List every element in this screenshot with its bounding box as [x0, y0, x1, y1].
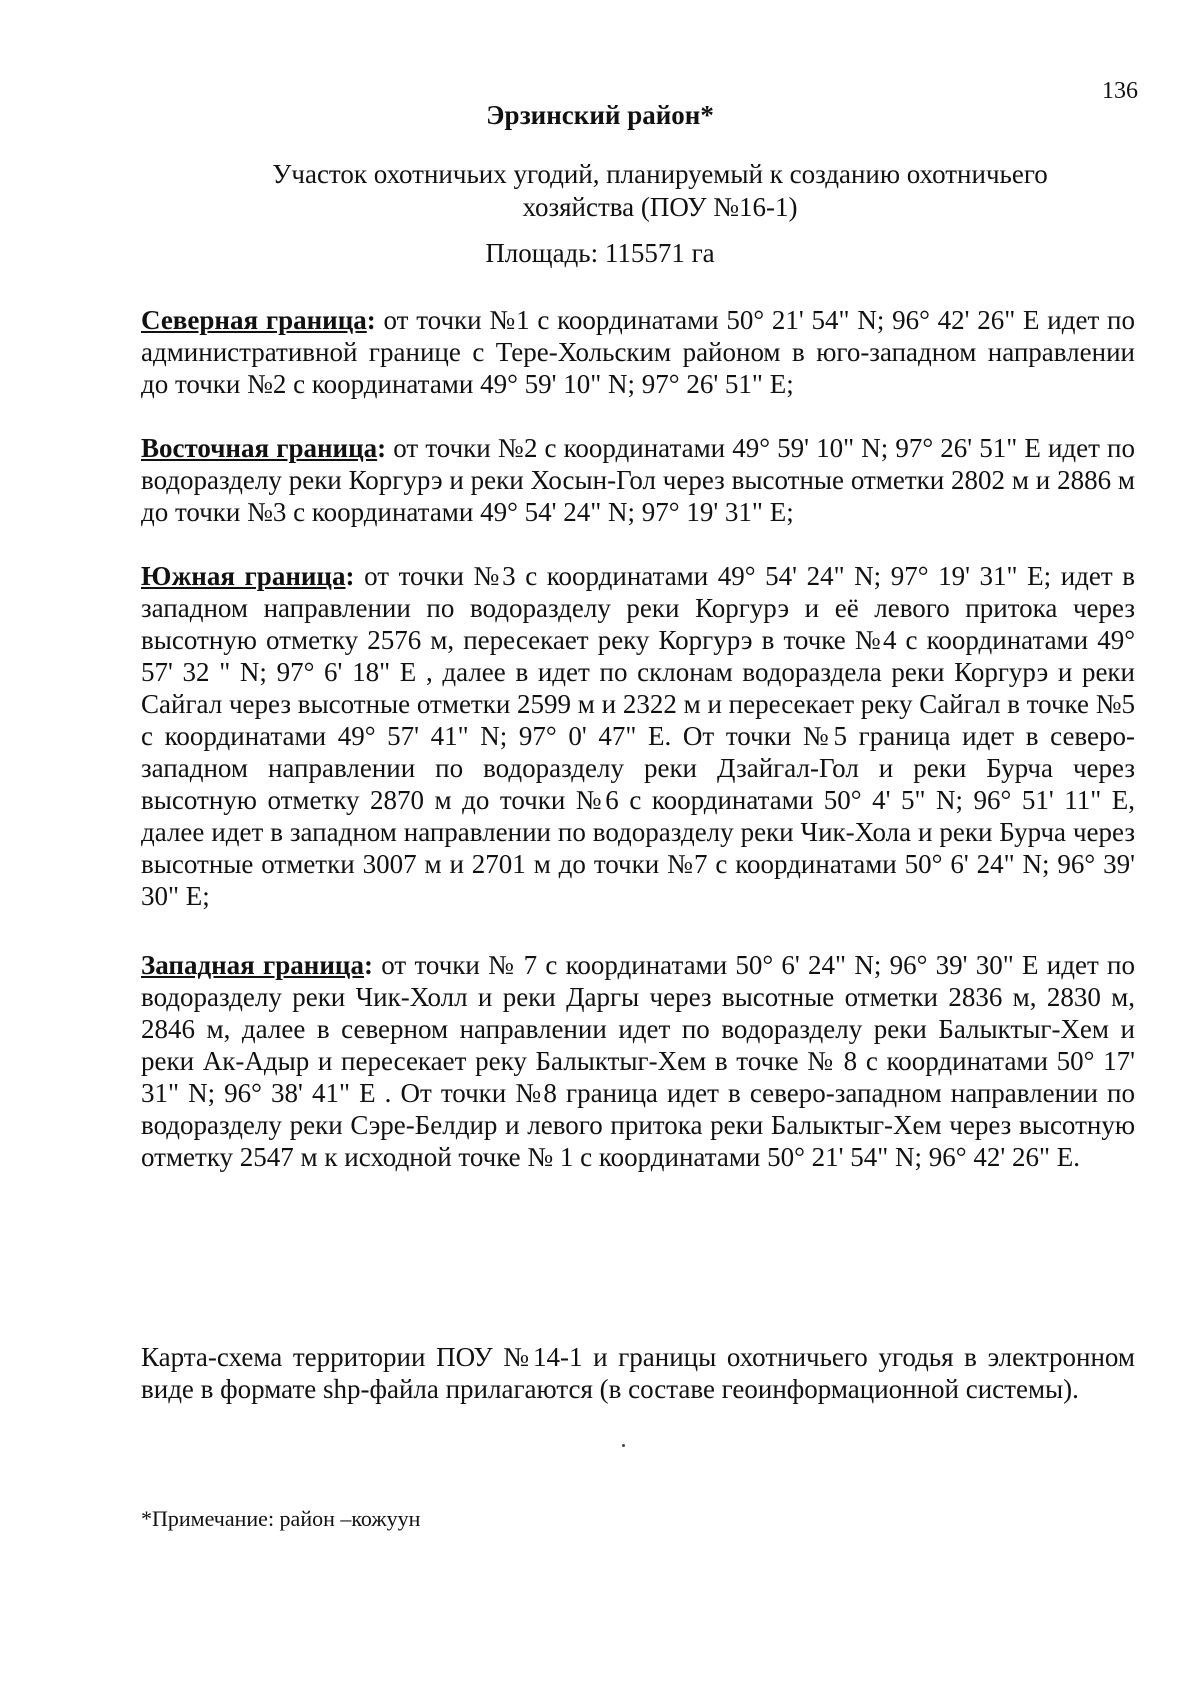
south-border-text: от точки №3 с координатами 49° 54' 24" N; 97° 19' 31" E; идет в западном направлении по водоразделу реки Коргурэ и её левого притока через высотную отметку 2576 м, пересекает реку Коргурэ в точке №4 с координатами 49° 57' 32 " N; 97° 6' 18" E , далее в идет по склонам водораздела реки Коргурэ и реки Сайгал через высотные отметки 2599 м и 2322 м и пересекает реку Сайгал в точке №5 с координатами 49° 57' 41" N; 97° 0' 47" E. От точки №5 граница идет в северо-западном направлении по водоразделу реки Дзайгал-Гол и реки Бурча через высотную отметку 2870 м до точки №6 с координатами 50° 4' 5" N; 96° 51' 11" E, далее идет в западном направлении по водоразделу реки Чик-Хола и реки Бурча через высотные отметки 3007 м и 2701 м до точки №7 с координатами 50° 6' 24" N; 96° 39' 30" E; [141, 561, 1135, 911]
north-border-section [141, 304, 1135, 400]
west-border-colon: : [363, 950, 373, 980]
north-border-colon: : [366, 305, 376, 335]
area-line: Площадь: 115571 га [485, 238, 715, 268]
east-border-heading: Восточная граница [141, 433, 378, 463]
east-border-text: от точки №2 с координатами 49° 59' 10" N; 97° 26' 51" E идет по водоразделу реки Коргурэ и реки Хосын-Гол через высотные отметки 2802 м и 2886 м до точки №3 с координатами 49° 54' 24" N; 97° 19' 31" E; [141, 433, 1135, 527]
page-number: 136 [1102, 78, 1138, 104]
east-border-colon: : [377, 433, 387, 463]
footnote: *Примечание: район –кожуун [141, 1506, 421, 1531]
west-border-section [141, 949, 1135, 1173]
west-border-text: от точки № 7 с координатами 50° 6' 24" N; 96° 39' 30" E идет по водоразделу реки Чик-Холл и реки Даргы через высотные отметки 2836 м, 2830 м, 2846 м, далее в северном направлении идет по водоразделу реки Балыктыг-Хем и реки Ак-Адыр и пересекает реку Балыктыг-Хем в точке № 8 с координатами 50° 17' 31" N; 96° 38' 41" E . От точки №8 граница идет в северо-западном направлении по водоразделу реки Сэре-Белдир и левого притока реки Балыктыг-Хем через высотную отметку 2547 м к исходной точке № 1 с координатами 50° 21' 54" N; 96° 42' 26" E. [141, 950, 1135, 1172]
south-border-colon: : [345, 561, 355, 591]
scan-speck [622, 1444, 625, 1447]
north-border-heading: Северная граница [141, 305, 367, 335]
north-border-text: от точки №1 с координатами 50° 21' 54" N; 96° 42' 26" E идет по административной границе с Тере-Хольским районом в юго-западном направлении до точки №2 с координатами 49° 59' 10" N; 97° 26' 51" E; [141, 305, 1135, 399]
east-border-section [141, 432, 1135, 528]
map-scheme-note: Карта-схема территории ПОУ №14-1 и границы охотничьего угодья в электронном виде в формате shp-файла прилагаются (в составе геоинформационной системы). [141, 1342, 1135, 1404]
document-subtitle: Участок охотничьих угодий, планируемый к созданию охотничьего хозяйства (ПОУ №16-1) [272, 159, 1048, 222]
south-border-section [141, 560, 1135, 912]
district-title: Эрзинский район* [486, 100, 714, 130]
south-border-heading: Южная граница [141, 561, 346, 591]
west-border-heading: Западная граница [141, 950, 364, 980]
